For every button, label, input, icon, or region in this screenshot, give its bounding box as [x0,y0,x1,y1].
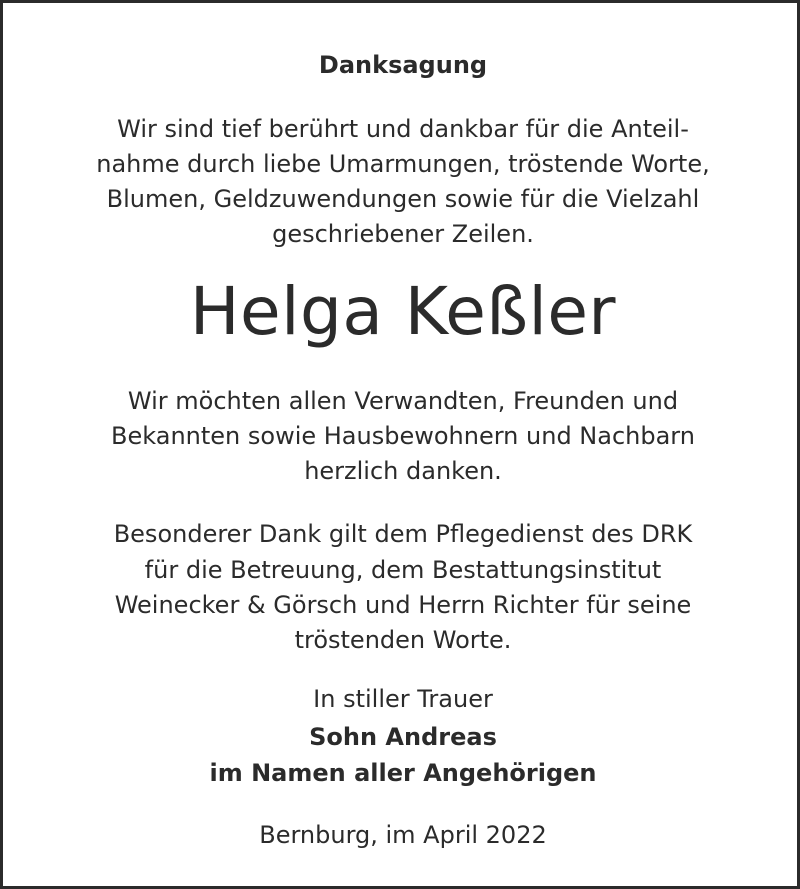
signatory-note: im Namen aller Angehörigen [209,759,597,787]
special-thanks-line: tröstenden Worte. [294,626,512,654]
intro-line: Wir sind tief berührt und dankbar für die Anteil- [117,115,689,143]
deceased-name: Helga Keßler [189,273,617,350]
thanks-line: herzlich danken. [304,457,502,485]
mourning-phrase: In stiller Trauer [313,685,493,713]
signatory-name: Sohn Andreas [309,723,497,751]
special-thanks-line: für die Betreuung, dem Bestattungsinstitut [144,556,662,584]
intro-line: Blumen, Geldzuwendungen sowie für die Vielzahl [106,185,700,213]
place-date: Bernburg, im April 2022 [259,821,547,849]
intro-line: nahme durch liebe Umarmungen, tröstende Worte, [96,150,710,178]
thanks-line: Wir möchten allen Verwandten, Freunden und [127,387,679,415]
thanks-line: Bekannten sowie Hausbewohnern und Nachbarn [111,422,695,450]
special-thanks-line: Weinecker & Görsch und Herrn Richter für seine [114,591,692,619]
notice-heading: Danksagung [318,51,488,79]
special-thanks-line: Besonderer Dank gilt dem Pflegedienst des DRK [113,520,693,548]
intro-line: geschriebener Zeilen. [272,220,534,248]
